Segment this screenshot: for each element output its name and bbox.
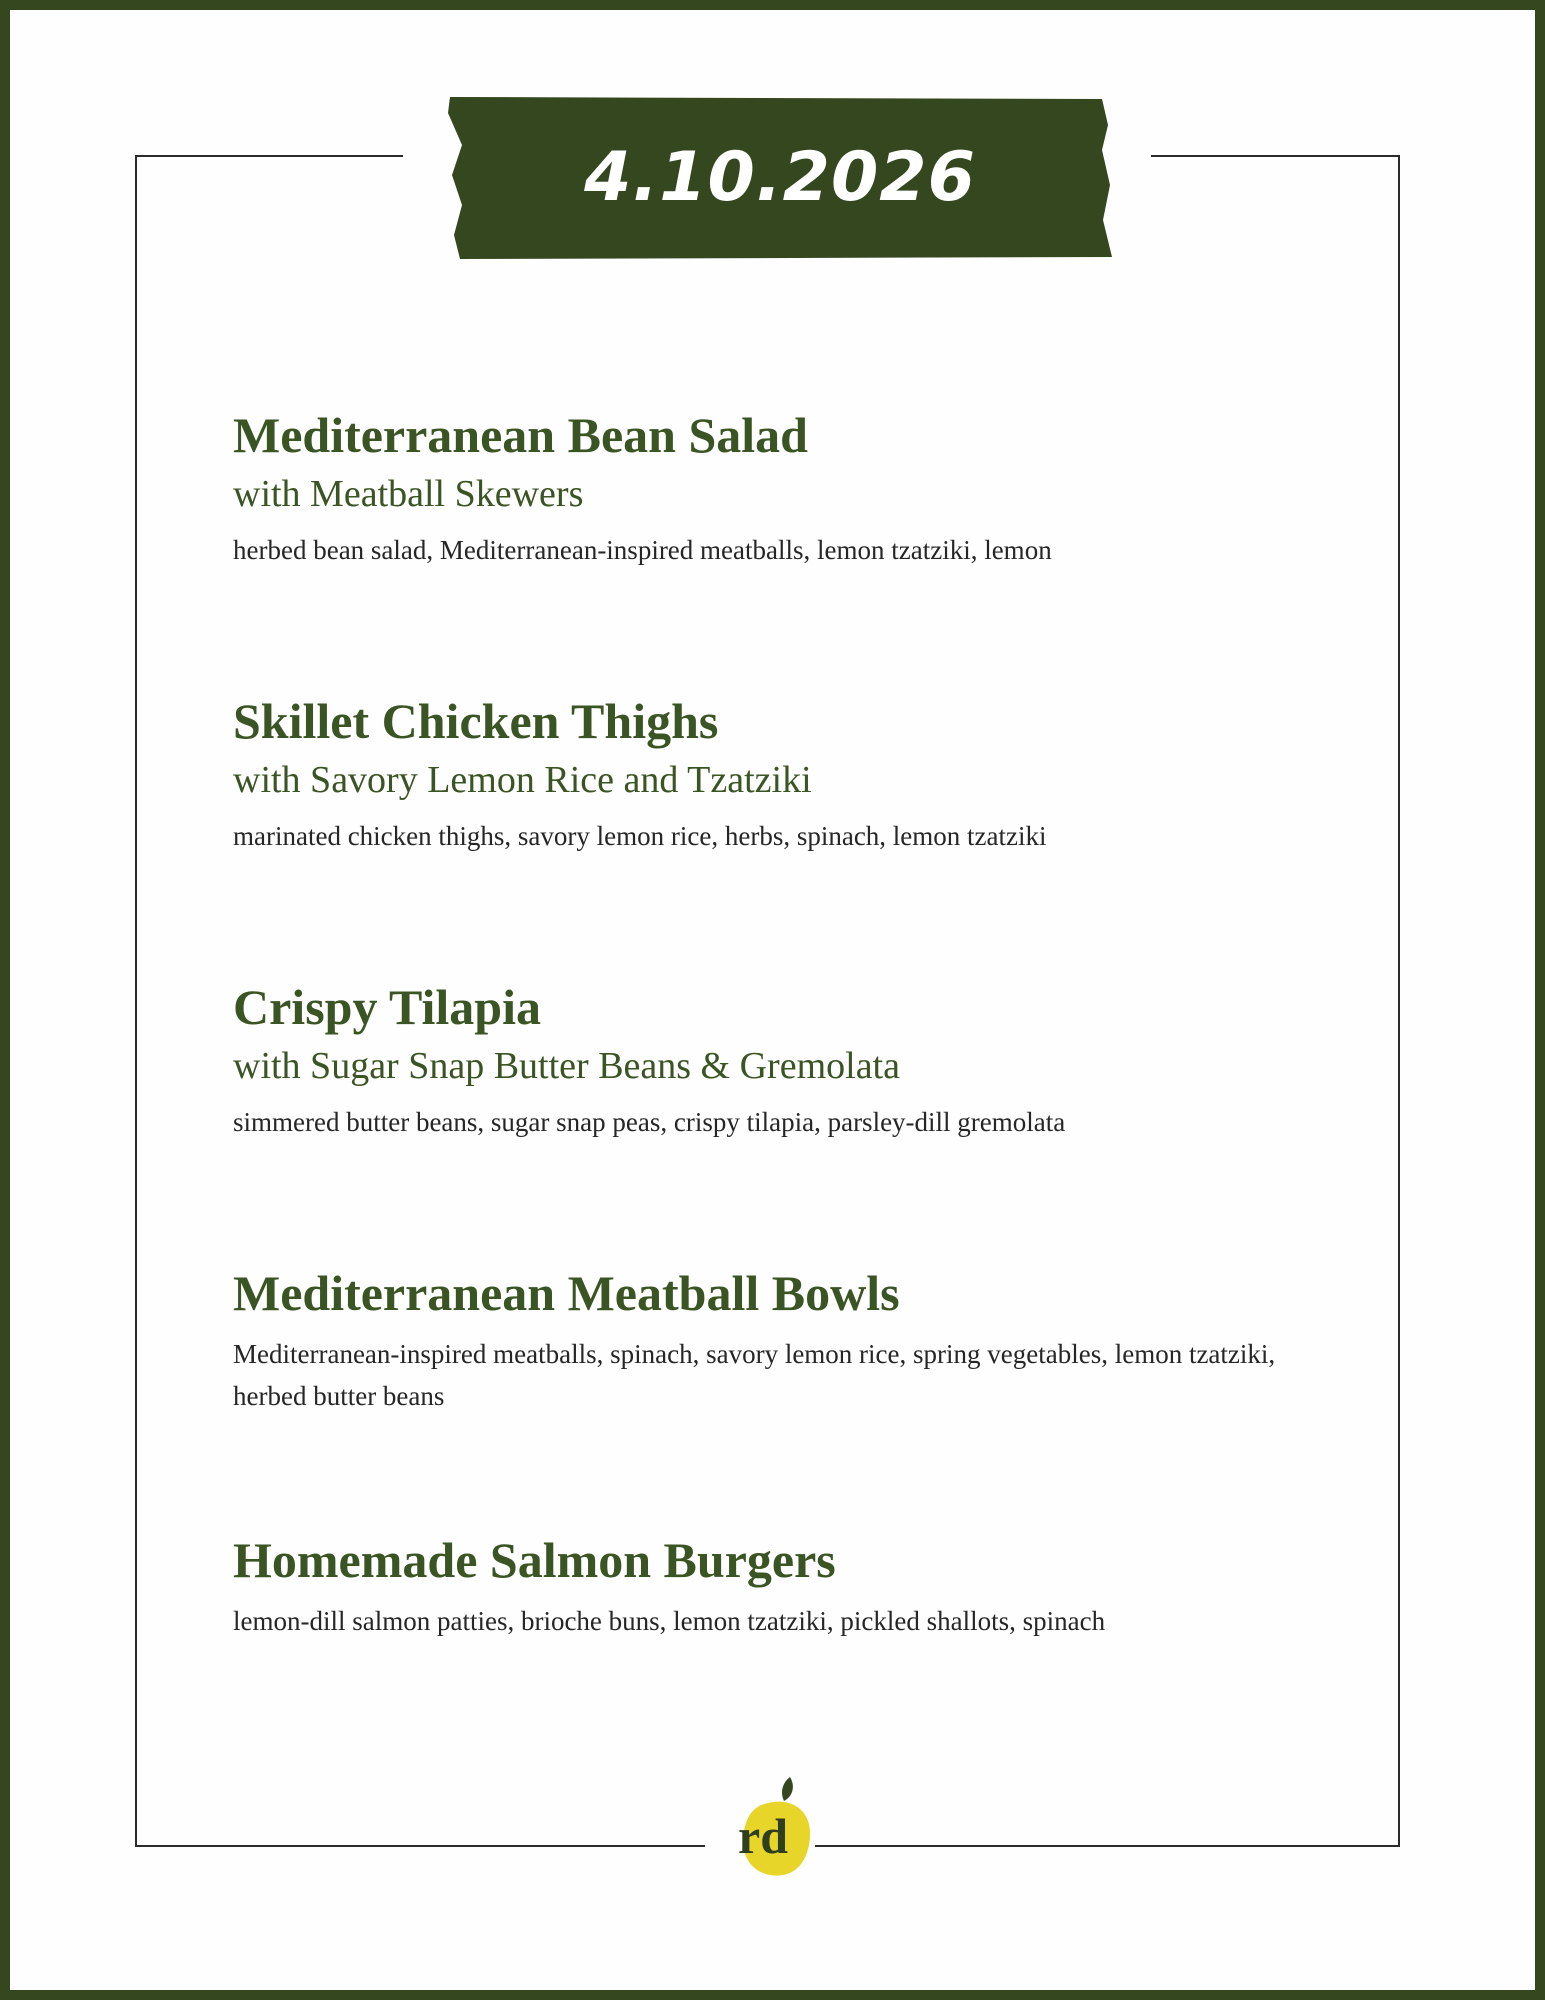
- menu-item: [233, 1263, 1313, 1417]
- date-banner: [448, 95, 1112, 260]
- menu-item-subtitle: with Meatball Skewers: [233, 473, 584, 515]
- frame-right-line: [1398, 155, 1400, 1847]
- rd-logo: [730, 1775, 820, 1885]
- menu-item: [233, 1530, 1313, 1642]
- menu-item: [233, 405, 1313, 571]
- frame-bottom-left-line: [135, 1845, 705, 1847]
- menu-item-title: Skillet Chicken Thighs: [233, 693, 719, 749]
- menu-item-subtitle: with Savory Lemon Rice and Tzatziki: [233, 759, 812, 801]
- menu-item-description: marinated chicken thighs, savory lemon rice, herbs, spinach, lemon tzatziki: [233, 821, 1047, 851]
- menu-item-description: lemon-dill salmon patties, brioche buns, lemon tzatziki, pickled shallots, spinach: [233, 1606, 1106, 1636]
- lemon-logo-icon: [730, 1775, 820, 1885]
- menu-item-description: Mediterranean-inspired meatballs, spinach, savory lemon rice, spring vegetables, lemon tzatziki, herbed butter beans: [233, 1339, 1276, 1411]
- logo-text: rd: [738, 1808, 788, 1864]
- menu-item-description: simmered butter beans, sugar snap peas, crispy tilapia, parsley-dill gremolata: [233, 1107, 1066, 1137]
- menu-item-title: Crispy Tilapia: [233, 979, 541, 1035]
- menu-item: [233, 977, 1313, 1143]
- menu-item-title: Homemade Salmon Burgers: [233, 1532, 836, 1588]
- frame-left-line: [135, 155, 137, 1847]
- menu-item-title: Mediterranean Meatball Bowls: [233, 1265, 900, 1321]
- menu-item-subtitle: with Sugar Snap Butter Beans & Gremolata: [233, 1045, 900, 1087]
- menu-item: [233, 691, 1313, 857]
- menu-item-description: herbed bean salad, Mediterranean-inspired meatballs, lemon tzatziki, lemon: [233, 535, 1052, 565]
- frame-top-left-line: [135, 155, 403, 157]
- menu-date: 4.10.2026: [584, 138, 976, 217]
- menu-item-title: Mediterranean Bean Salad: [233, 407, 808, 463]
- frame-top-right-line: [1151, 155, 1400, 157]
- frame-bottom-right-line: [815, 1845, 1400, 1847]
